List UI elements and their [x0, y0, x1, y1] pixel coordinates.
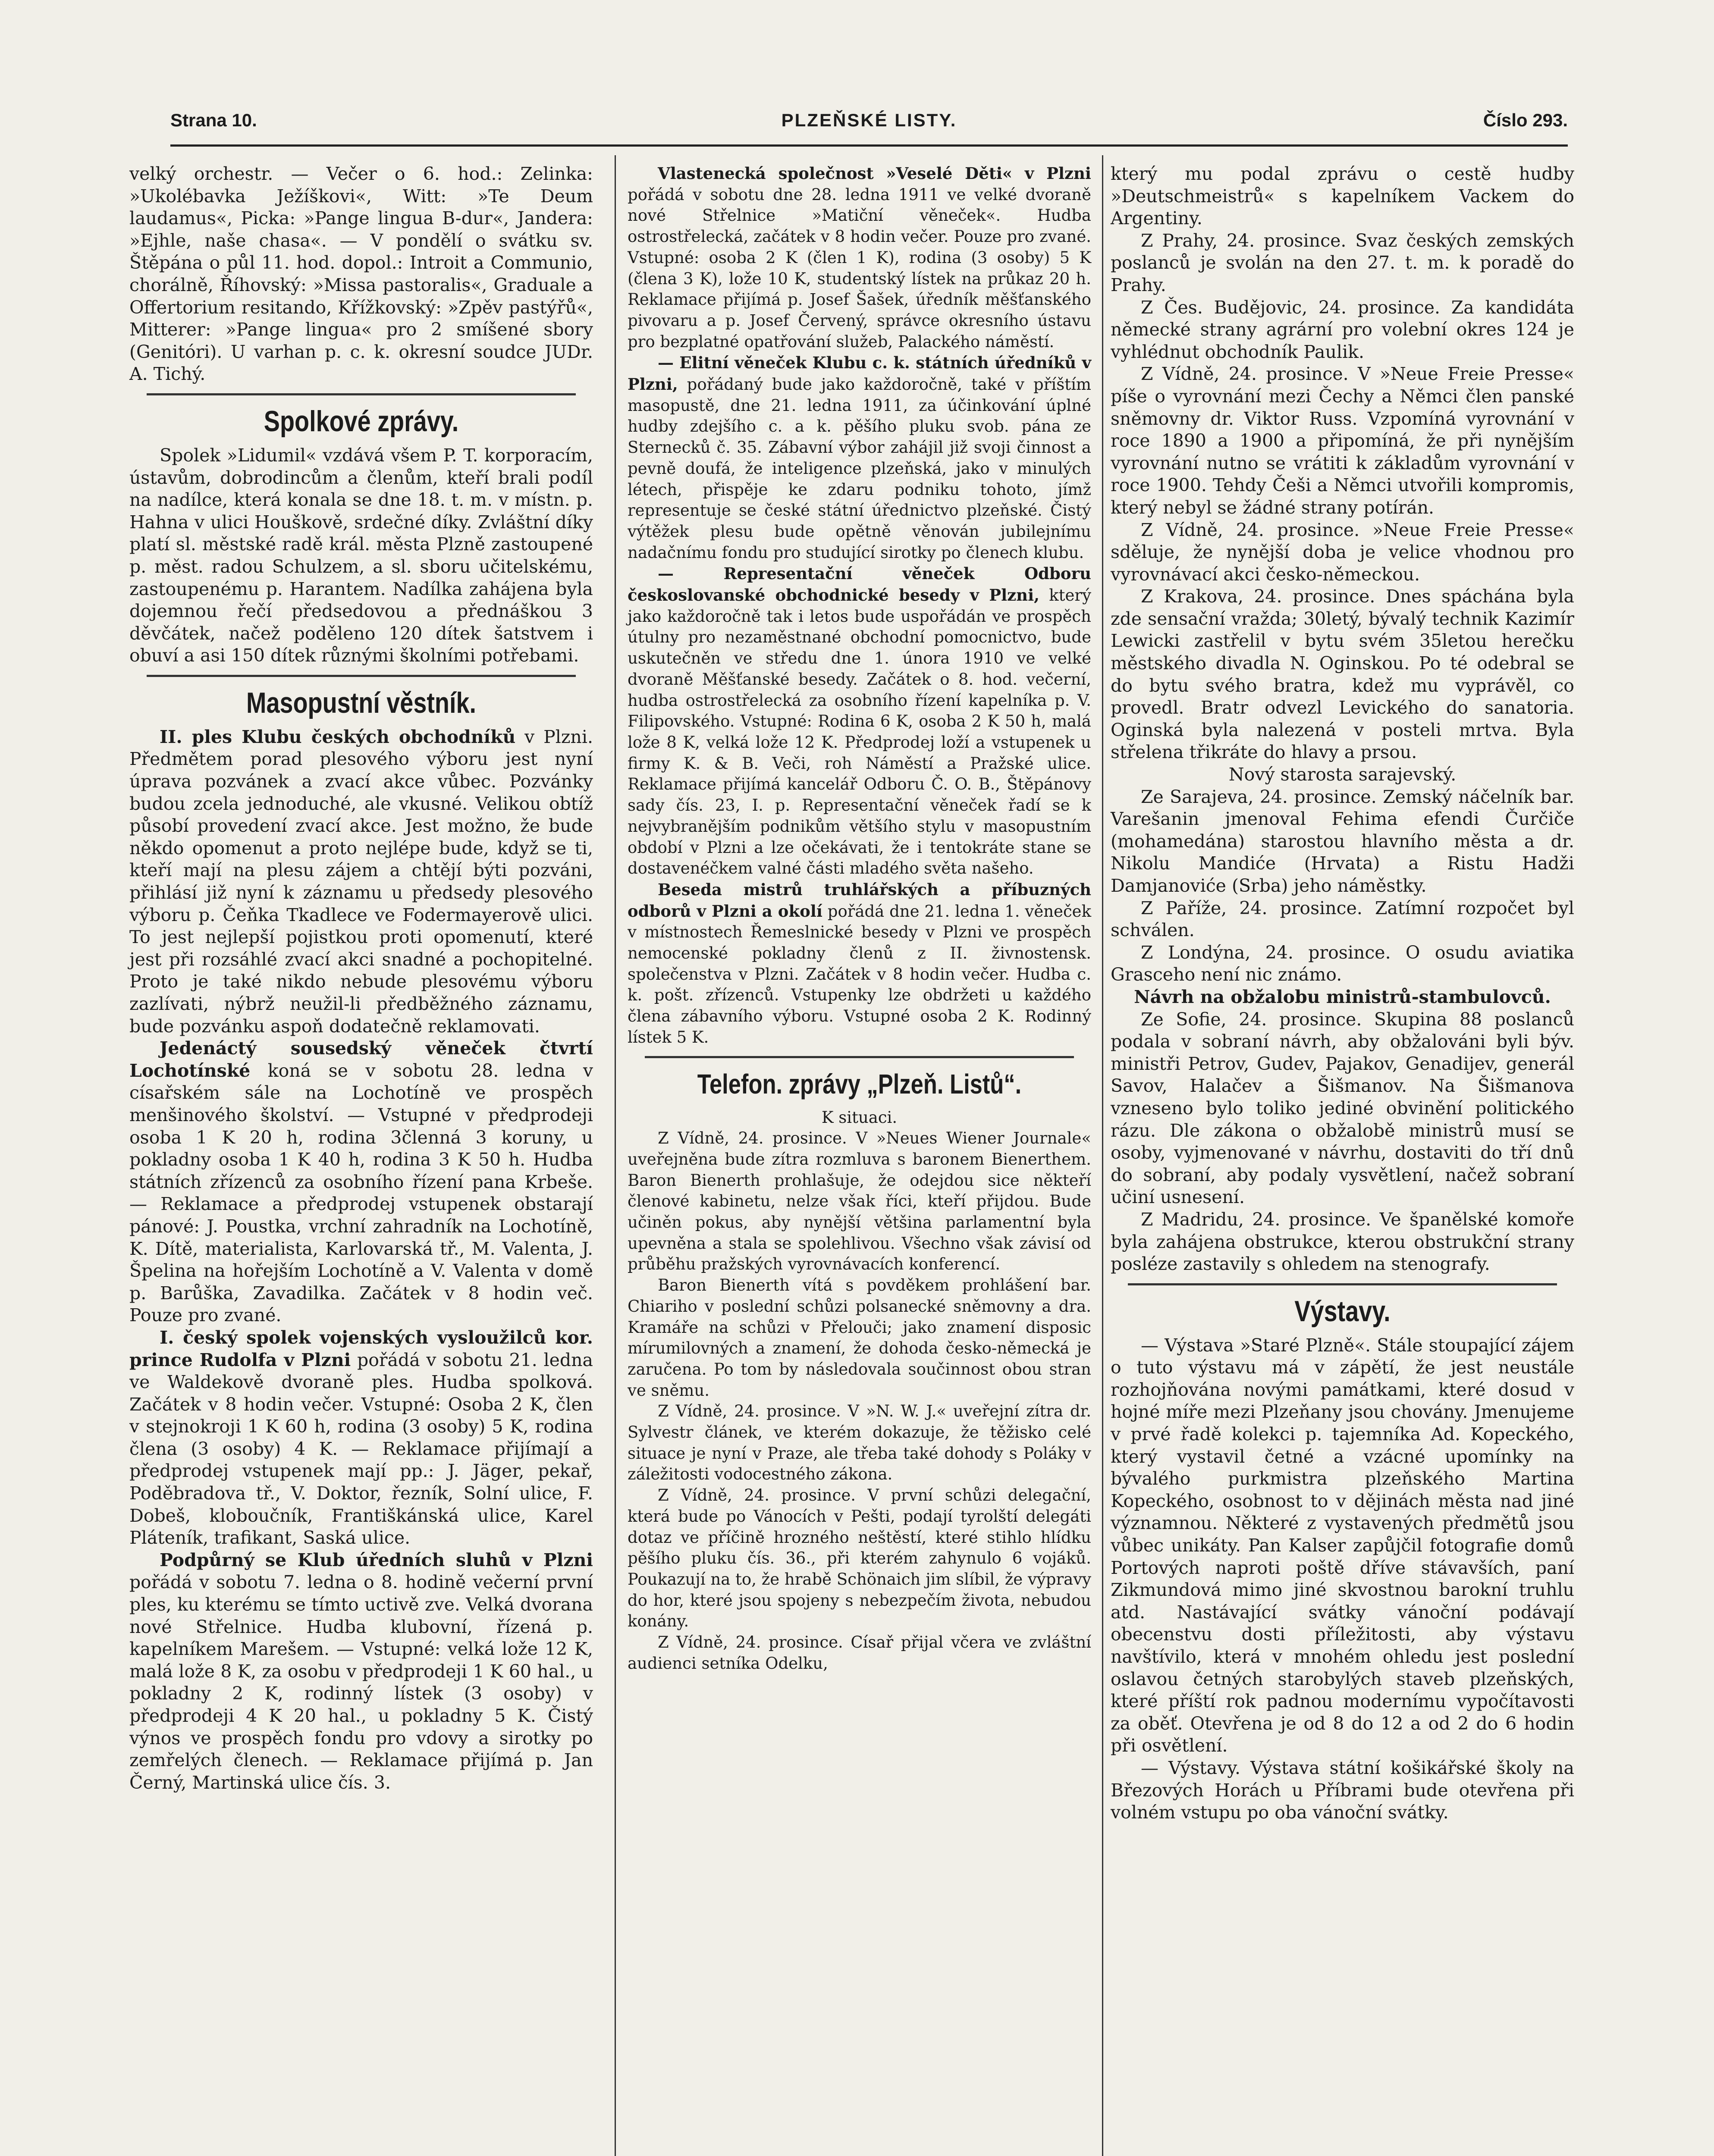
news-item: Z Prahy, 24. prosince. Svaz českých zemských poslanců je svolán na den 27. t. m. k poradě do Prahy. [1111, 230, 1574, 295]
subheading-navrh: Návrh na obžalobu ministrů-stambulovců. [1134, 986, 1551, 1007]
vystavy-heading: Výstavy. [1294, 1294, 1391, 1328]
urednici-article [129, 1549, 593, 1794]
reprezentacni-body: který jako každoročně tak i letos bude uspořádán ve prospěch útulny pro nezaměstnané obchodní pomocnictvo, bude uskutečněn ve středu dne 1. února 1910 ve velké dvoraně Měšťanské besedy. Začátek o 8. hod. večerní, hudba ostrostřelecká za osobního řízení kapelníka p. V. Filipovského. Vstupné: Rodina 6 K, osoba 2 K 50 h, malá lože 8 K, velká lože 12 K. Předprodej loží a vstupenek u firmy K. & B. Veči, roh Náměstí a Pražské ulice. Reklamace přijímá kancelář Odboru Č. O. B., Štěpánovy sady čís. 23, I. p. Representační věneček řadí se k nejvybranějším podnikům většího stylu v masopustním období v Plzni a lze očekávati, že i tentokráte stane se dostavenéčkem valné části mladého světa našeho. [628, 586, 1091, 878]
spolkove-heading: Spolkové zprávy. [264, 404, 459, 438]
news-item: Z Vídně, 24. prosince. »Neue Freie Presse« sděluje, že nynější doba je velice vhodnou pro vyrovnávací akci česko-německou. [1111, 519, 1574, 585]
section-rule [147, 393, 576, 395]
telefon-heading: Telefon. zprávy „Plzeň. Listů“. [697, 1068, 1022, 1100]
news-item: který mu podal zprávu o cestě hudby »Deutschmeistrů« s kapelníkem Vackem do Argentiny. [1111, 163, 1574, 229]
lidumil-article: Spolek »Lidumil« vzdává všem P. T. korporacím, ústavům, dobrodincům a členům, kteří brali podíl na nadílce, která konala se dne 18. t. m. v místn. p. Hahna v ulici Houškově, srdečné díky. Zvláštní díky platí sl. městské radě král. města Plzně zastoupené p. měst. radou Schulzem, a sl. sboru učitelskému, zastoupenému p. Harantem. Nadílka zahájena byla dojemnou řečí předsedovou a přednáškou 3 děvčátek, načež poděleno 120 dítek šatstvem i obuví a asi 150 dítek různými školními potřebami. [129, 445, 593, 666]
venecek-body: koná se v sobotu 28. ledna v císařském sále na Lochotíně ve prospěch menšinového školství. — Vstupné v předprodeji osoba 1 K 20 h, rodina 3členná 3 koruny, u pokladny osoba 1 K 40 h, rodina 3 K 50 h. Hudba státních zřízenců za osobního řízení pana Krbeše. — Reklamace a předprodej vstupenek obstarají pánové: J. Poustka, vrchní zahradník na Lochotíně, K. Dítě, materialista, Karlovarská tř., M. Valenta, J. Špelina na hořejším Lochotíně a V. Valenta v domě p. Barůška, Zavadilka. Začátek v 8 hodin več. Pouze pro zvané. [129, 1060, 593, 1326]
newspaper-title: PLZEŇSKÉ LISTY. [781, 110, 957, 130]
header-rule [170, 144, 1568, 147]
column-2 [628, 163, 1091, 1674]
page-header [170, 106, 1568, 140]
vojensky-body: pořádá v sobotu 21. ledna ve Waldekově dvoraně ples. Hudba spolková. Začátek v 8 hodin večer. Vstupné: Osoba 2 K, člen v stejnokroji 1 K 60 h, rodina (3 osoby) 5 K, rodina člena (3 osoby) 4 K. — Reklamace přijímají a předprodej vstupenek mají pp.: J. Jäger, pekař, Poděbradova tř., V. Doktor, řezník, Solní ulice, F. Dobeš, kloboučník, Františkánská ulice, Karel Pláteník, trafikant, Saská ulice. [129, 1349, 593, 1548]
section-rule [147, 675, 576, 677]
section-rule [1128, 1283, 1557, 1285]
vesele-article [628, 163, 1091, 352]
ples-body: v Plzni. Předmětem porad plesového výboru jest nyní úprava pozvánek a zvací akce vůbec. Pozvánky budou zcela jednoduché, ale vkusné. Velikou obtíž působí provedení zvací akce. Jest možno, že bude někdo opomenut a proto nejlépe bude, když se ti, kteří mají na plesu zájem a chtějí býti pozváni, přihlásí již nyní k záznamu u předsedy plesového výboru p. Čeňka Tkadlece ve Fodermayerově ulici. To jest nejlepší pojistkou proti opomenutí, které jest při rozsáhlé zvací akci snadné a pochopitelné. Proto je také nikdo nebude plesovému výboru zazlívati, nýbrž neužil-li předběžného záznamu, bude pozvánku aspoň dodatečně reklamovati. [129, 726, 593, 1037]
k-situaci-subheading: K situaci. [821, 1108, 898, 1127]
masopustni-heading: Masopustní věstník. [246, 686, 476, 719]
urednici-lead: Podpůrný se Klub úředních sluhů v Plzni [160, 1549, 593, 1570]
telefon-item: Z Vídně, 24. prosince. V »Neues Wiener Journale« uveřejněna bude zítra rozmluva s baronem Bienerthem. Baron Bienerth prohlašuje, že odejdou sice někteří členové kabinetu, nelze však říci, kteří přijdou. Bude učiněn pokus, aby nynější většina parlamentní byla upevněna a stala se spolehlivou. Všechno však závisí od průběhu pražských vyrovnávacích konferencí. [628, 1129, 1091, 1274]
reprezentacni-lead: — Representační věneček Odboru českoslovanské obchodnické besedy v Plzni, [628, 564, 1091, 605]
truhlari-lead: Beseda mistrů truhlářských a příbuzných odborů v Plzni a okolí [628, 880, 1091, 921]
telefon-item: Z Vídně, 24. prosince. V první schůzi delegační, která bude po Vánocích v Pešti, podají tyrolští delegáti dotaz ve příčině hrozného neštěstí, které stihlo hlídku pěšího pluku čís. 36., při kterém zahynulo 6 vojáků. Poukazují na to, že hrabě Schönaich jim slíbil, že výpravy do hor, které jsou spojeny s nebezpečím života, nebudou konány. [628, 1486, 1091, 1631]
telefon-item: Baron Bienerth vítá s povděkem prohlášení bar. Chiariho v poslední schůzi polsanecké sněmovny a dra. Kramáře na schůzi v Přelouči; jako znamení disposic mírumilovných a znamení, že dohoda česko-německá je zaručena. Po tom by následovala součinnost obou stran ve sněmu. [628, 1276, 1091, 1400]
telefon-item: Z Vídně, 24. prosince. V »N. W. J.« uveřejní zítra dr. Sylvestr článek, ve kterém dokazuje, že těžisko celé situace je nyní v Praze, ale třeba také dohody s Poláky v záležitosti vodocestného zákona. [628, 1402, 1091, 1484]
news-item: Z Čes. Budějovic, 24. prosince. Za kandidáta německé strany agrární pro volební okres 124 je vyhlédnut obchodník Paulik. [1111, 297, 1574, 362]
section-rule [645, 1056, 1074, 1058]
truhlari-article [628, 879, 1091, 1048]
elitni-lead: — Elitní věneček Klubu c. k. státních úředníků v Plzni, [628, 353, 1091, 394]
venecek-lead: Jedenáctý sousedský věneček čtvrtí Lochotínské [129, 1038, 593, 1081]
column-3 [1111, 163, 1574, 1824]
reprezentacni-article [628, 563, 1091, 879]
news-item: Z Krakova, 24. prosince. Dnes spáchána byla zde sensační vražda; 30letý, bývalý technik Kazimír Lewicki zastřelil v bytu svém 35letou herečku městského divadla N. Oginskou. Po té odebral se do bytu svého bratra, kdež mu vyprávěl, co provedl. Bratr odvezl Levického do sanatoria. Oginská byla nalezená v posteli mrtva. Byla střelena třikráte do hlavy a prsou. [1111, 586, 1574, 763]
truhlari-body: pořádá dne 21. ledna 1. věneček v místnostech Řemeslnické besedy v Plzni ve prospěch nemocenské pokladny členů z II. živnostensk. společenstva v Plzni. Začátek v 8 hodin večer. Hudba c. k. pošt. zřízenců. Vstupenky lze obdržeti u každého člena zábavního výboru. Vstupné osoba 2 K. Rodinný lístek 5 K. [628, 902, 1091, 1047]
vesele-body: pořádá v sobotu dne 28. ledna 1911 ve velké dvoraně nové Střelnice »Matiční věneček«. Hudba ostrostřelecká, začátek v 8 hodin večer. Pouze pro zvané. Vstupné: osoba 2 K (člen 1 K), rodina (3 osoby) 5 K (člena 3 K), lože 10 K, studentský lístek na průkaz 20 h. Reklamace přijímá p. Josef Šašek, úředník měšťanského pivovaru a p. Josef Červený, správce okresního ústavu pro bezplatné opatřování služeb, Palackého náměstí. [628, 185, 1091, 351]
subheading-novy-starosta: Nový starosta sarajevský. [1228, 764, 1457, 785]
column-divider-2 [1102, 155, 1103, 2156]
news-item: Z Londýna, 24. prosince. O osudu aviatika Grasceho není nic známo. [1111, 942, 1574, 985]
issue-number: Číslo 293. [1483, 110, 1568, 130]
ples-article [129, 726, 593, 1037]
venecek-article [129, 1037, 593, 1327]
vystavy-item: — Výstavy. Výstava státní košikářské školy na Březových Horách u Příbrami bude otevřena při volném vstupu po oba vánoční svátky. [1111, 1757, 1574, 1823]
vojensky-lead: I. český spolek vojenských vysloužilců kor. prince Rudolfa v Plzni [129, 1327, 593, 1370]
elitni-article [628, 352, 1091, 563]
vystavy-item: — Výstava »Staré Plzně«. Stále stoupající zájem o tuto výstavu má v zápětí, že jest neustále rozhojňována novými památkami, které dosud v hojné míře mezi Plzeňany jsou chovány. Jmenujeme v prvé řadě kolekci p. tajemníka Ad. Kopeckého, který vystavil četné a vzácné upomínky na bývalého purkmistra plzeňského Martina Kopeckého, osobnost to v dějinách města nad jiné významnou. Některé z vystavených předmětů jsou vůbec unikáty. Pan Kalser zapůjčil fotografie domů Portových naproti poště dříve stávavších, paní Zikmundová mimo jiné skvostnou barokní truhlu atd. Nastávající svátky vánoční podávají obecenstvu dosti příležitosti, aby výstavu navštívilo, která v mnohém ohledu jest poslední oslavou četných starobylých staveb plzeňských, které příští rok padnou modernímu vypočítavosti za oběť. Otevřena je od 8 do 12 a od 2 do 6 hodin při osvětlení. [1111, 1335, 1574, 1756]
column-1 [129, 163, 593, 1794]
column-divider-1 [615, 155, 616, 2156]
news-item: Z Paříže, 24. prosince. Zatímní rozpočet byl schválen. [1111, 897, 1574, 941]
elitni-body: pořádaný bude jako každoročně, také v příštím masopustě, dne 21. ledna 1911, za účinkování úplné hudby zdejšího c. a k. pěšího pluku svob. pána ze Sternecků č. 35. Zábavní výbor zahájil již svoji činnost a pevně doufá, že inteligence plzeňská, jako v minulých létech, přispěje ke zdaru podniku tohoto, jímž representuje se české státní úřednictvo plzeňské. Čistý výtěžek plesu bude opětně věnován jubilejnímu nadačnímu fondu pro studující sirotky po členech klubu. [628, 375, 1091, 562]
news-item: Ze Sarajeva, 24. prosince. Zemský náčelník bar. Varešanin jmenoval Fehima efendi Čurčiče (mohamedána) starostou hlavního města a dr. Nikolu Mandiće (Hrvata) a Ristu Hadži Damjanoviće (Srba) jeho náměstky. [1111, 786, 1574, 896]
telefon-item: Z Vídně, 24. prosince. Císař přijal včera ve zvláštní audienci setníka Odelku, [628, 1633, 1091, 1673]
urednici-body: pořádá v sobotu 7. ledna o 8. hodině večerní první ples, ku kterému se tímto uctivě zve. Velká dvorana nové Střelnice. Hudba klubovní, řízená p. kapelníkem Marešem. — Vstupné: velká lože 12 K, malá lože 8 K, za osobu v předprodeji 1 K 60 hal., u pokladny 2 K, rodinný lístek (3 osoby) v předprodeji 4 K 20 hal., u pokladny 5 K. Čistý výnos ve prospěch fondu pro vdovy a sirotky po zemřelých členech. — Reklamace přijímá p. Jan Černý, Martinská ulice čís. 3. [129, 1572, 593, 1793]
vojensky-article [129, 1327, 593, 1549]
news-item: Z Madridu, 24. prosince. Ve španělské komoře byla zahájena obstrukce, kterou obstrukční strany posléze zastavily s ohledem na stenografy. [1111, 1209, 1574, 1275]
page-number: Strana 10. [170, 110, 257, 130]
ples-lead: II. ples Klubu českých obchodníků [160, 726, 516, 747]
news-item: Ze Sofie, 24. prosince. Skupina 88 poslanců podala v sobraní návrh, aby obžalováni byli býv. ministři Petrov, Gudev, Pajakov, Genadijev, generál Savov, Halačev a Šišmanov. Na Šišmanova vzneseno bylo toliko jediné obvinění politického rázu. Dle zákona o obžalobě ministrů musí se osoby, vyjmenované v návrhu, dostaviti do tří dnů do sobraní, aby podaly vysvětlení, načež sobraní učiní usnesení. [1111, 1009, 1574, 1208]
vesele-lead: Vlastenecká společnost »Veselé Děti« v Plzni [658, 164, 1091, 183]
concert-program: velký orchestr. — Večer o 6. hod.: Zelinka: »Ukolébavka Ježíškovi«, Witt: »Te Deum laudamus«, Picka: »Pange lingua B-dur«, Jandera: »Ejhle, naše chasa«. — V pondělí o svátku sv. Štěpána o půl 11. hod. dopol.: Introit a Communio, chorálně, Říhovský: »Missa pastoralis«, Graduale a Offertorium resitando, Křížkovský: »Zpěv pastýřů«, Mitterer: »Pange lingua« pro 2 smíšené sbory (Genitóri). U varhan p. c. k. okresní soudce JUDr. A. Tichý. [129, 163, 593, 385]
news-item: Z Vídně, 24. prosince. V »Neue Freie Presse« píše o vyrovnání mezi Čechy a Němci člen panské sněmovny dr. Viktor Russ. Vzpomíná vyrovnání v roce 1890 a 1900 a připomíná, že při nynějším vyrovnání nutno se vrátiti k základům vyrovnání v roce 1900. Tehdy Češi a Němci utvořili kompromis, který nebyl se žádné strany potírán. [1111, 364, 1574, 518]
